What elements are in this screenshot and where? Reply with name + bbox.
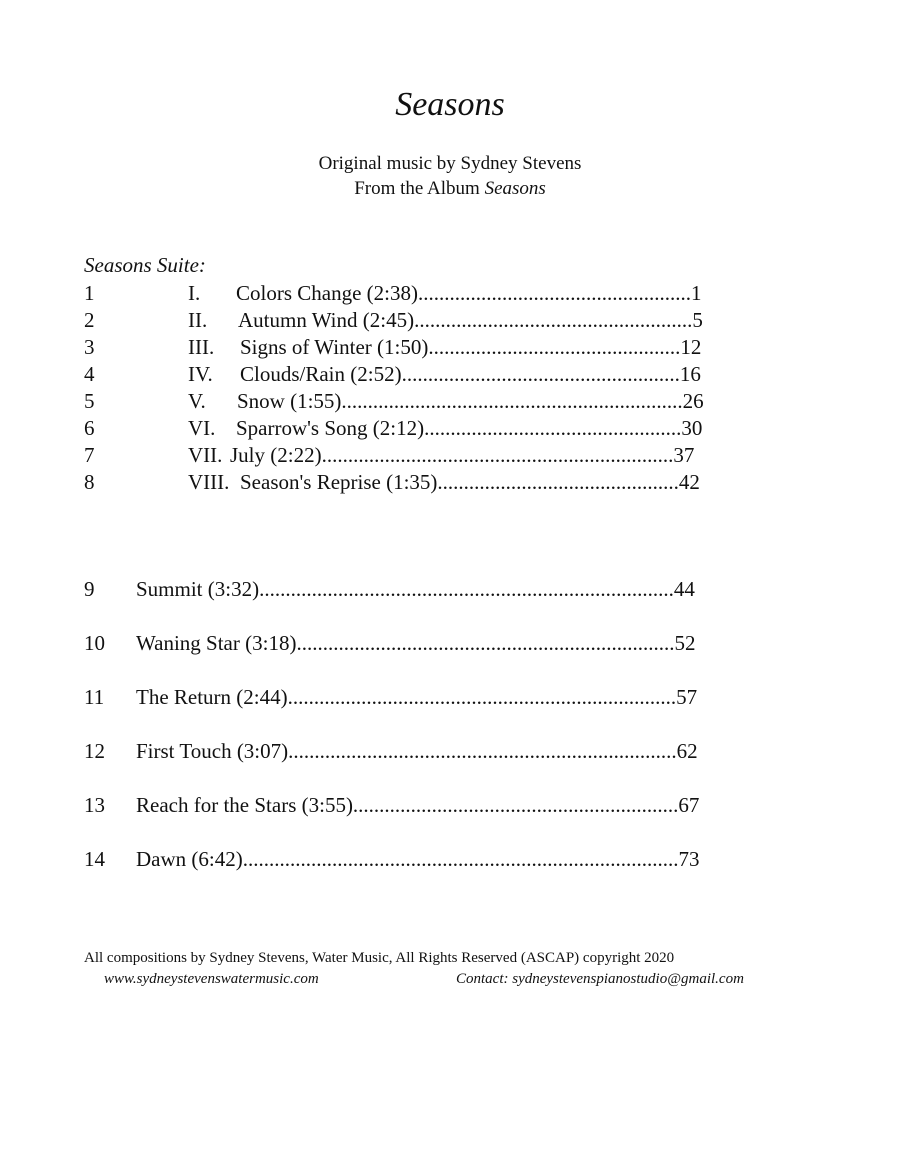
track-number: 1 (84, 281, 95, 305)
roman-numeral: V. (188, 389, 206, 413)
roman-numeral: VIII. (188, 470, 230, 494)
composer-credit: Original music by Sydney Stevens (318, 153, 582, 174)
track-number: 10 (84, 631, 105, 655)
track-number: 2 (84, 308, 95, 332)
album-credit (0, 178, 900, 200)
track-title: Autumn Wind (2:45).....................................................5 (238, 308, 703, 332)
roman-numeral: VI. (188, 416, 216, 440)
roman-numeral: III. (188, 335, 215, 359)
track-number: 12 (84, 739, 105, 763)
track-number: 11 (84, 685, 105, 709)
album-name: Seasons (484, 178, 546, 199)
track-entry (188, 361, 701, 387)
track-entry (188, 334, 701, 360)
roman-numeral: II. (188, 308, 208, 332)
track-title: July (2:22)...................................................................37 (230, 443, 695, 467)
roman-numeral: I. (188, 281, 201, 305)
suite-heading: Seasons Suite: (84, 253, 206, 277)
track-title: First Touch (3:07)..........................................................................62 (136, 739, 698, 763)
track-title: Sparrow's Song (2:12).................................................30 (236, 416, 703, 440)
track-number: 9 (84, 577, 95, 601)
track-number: 14 (84, 847, 105, 871)
track-entry (188, 442, 694, 468)
track-title: Colors Change (2:38)....................................................1 (236, 281, 702, 305)
track-title: The Return (2:44)..........................................................................57 (136, 685, 698, 709)
album-prefix: From the Album (354, 178, 485, 199)
track-number: 7 (84, 443, 95, 467)
track-number: 8 (84, 470, 95, 494)
track-title: Clouds/Rain (2:52).....................................................16 (240, 362, 701, 386)
track-entry (188, 388, 704, 414)
track-title: Dawn (6:42)...................................................................................73 (136, 847, 700, 871)
page-title: Seasons (395, 86, 505, 123)
track-entry (188, 280, 701, 306)
track-number: 3 (84, 335, 95, 359)
website-link[interactable]: www.sydneystevenswatermusic.com (104, 971, 319, 987)
track-entry (188, 469, 700, 495)
track-title: Season's Reprise (1:35)..............................................42 (240, 470, 700, 494)
contact-email[interactable]: Contact: sydneystevenspianostudio@gmail.com (456, 971, 744, 987)
roman-numeral: IV. (188, 362, 213, 386)
track-entry (188, 307, 703, 333)
track-title: Signs of Winter (1:50)................................................12 (240, 335, 702, 359)
roman-numeral: VII. (188, 443, 223, 467)
copyright-notice: All compositions by Sydney Stevens, Water Music, All Rights Reserved (ASCAP) copyright 2020 (84, 950, 675, 966)
track-number: 5 (84, 389, 95, 413)
track-title: Summit (3:32)...............................................................................44 (136, 577, 695, 601)
track-entry (188, 415, 702, 441)
track-number: 6 (84, 416, 95, 440)
track-title: Waning Star (3:18)........................................................................52 (136, 631, 696, 655)
track-title: Reach for the Stars (3:55)..............................................................67 (136, 793, 700, 817)
track-number: 13 (84, 793, 105, 817)
track-number: 4 (84, 362, 95, 386)
track-title: Snow (1:55).................................................................26 (237, 389, 704, 413)
